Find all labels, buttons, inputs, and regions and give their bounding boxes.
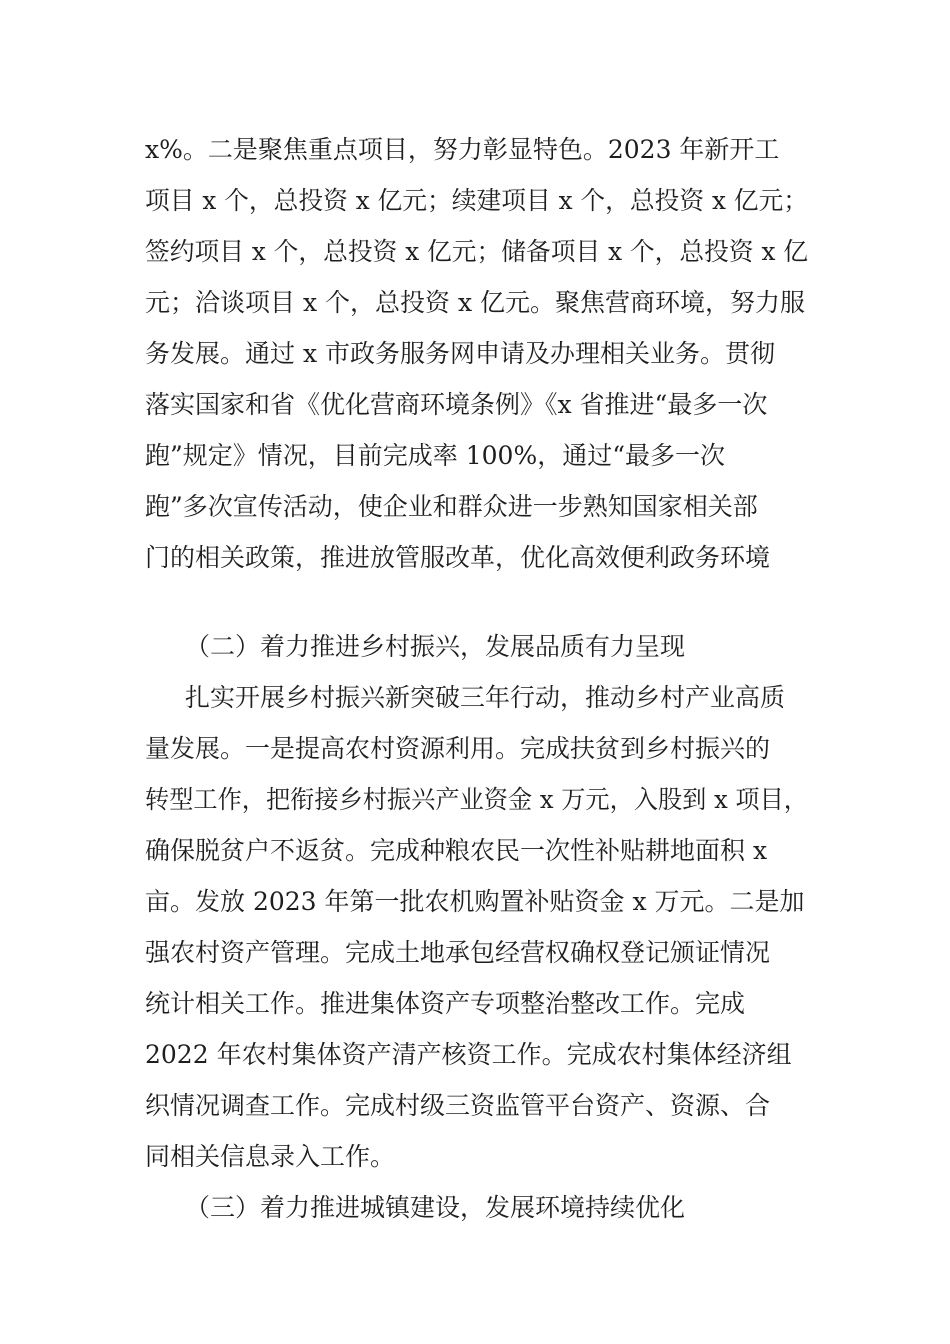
paragraph-line: 扎实开展乡村振兴新突破三年行动，推动乡村产业高质 xyxy=(185,683,786,712)
paragraph-line: 项目 x 个，总投资 x 亿元；续建项目 x 个，总投资 x 亿元； xyxy=(145,186,809,215)
paragraph-line: 量发展。一是提高农村资源利用。完成扶贫到乡村振兴的 xyxy=(145,734,771,763)
paragraph-line: 2022 年农村集体资产清产核资工作。完成农村集体经济组 xyxy=(145,1040,792,1069)
paragraph-line: 亩。发放 2023 年第一批农机购置补贴资金 x 万元。二是加 xyxy=(145,887,805,916)
paragraph-line: 签约项目 x 个，总投资 x 亿元；储备项目 x 个，总投资 x 亿 xyxy=(145,237,809,266)
paragraph-line: 务发展。通过 x 市政务服务网申请及办理相关业务。贯彻 xyxy=(145,339,775,368)
section-heading: （三）着力推进城镇建设，发展环境持续优化 xyxy=(185,1193,686,1222)
section-heading: （二）着力推进乡村振兴，发展品质有力呈现 xyxy=(185,632,686,661)
paragraph-line: 确保脱贫户不返贫。完成种粮农民一次性补贴耕地面积 x xyxy=(145,836,768,865)
paragraph-line: 跑”多次宣传活动，使企业和群众进一步熟知国家相关部 xyxy=(145,492,758,521)
paragraph-line: 落实国家和省《优化营商环境条例》《x 省推进“最多一次 xyxy=(145,390,768,419)
paragraph-line: 转型工作，把衔接乡村振兴产业资金 x 万元，入股到 x 项目， xyxy=(145,785,809,814)
paragraph-line: 跑”规定》情况，目前完成率 100%，通过“最多一次 xyxy=(145,441,725,470)
paragraph-line: 强农村资产管理。完成土地承包经营权确权登记颁证情况 xyxy=(145,938,771,967)
paragraph-line: 统计相关工作。推进集体资产专项整治整改工作。完成 xyxy=(145,989,746,1018)
paragraph-line: 门的相关政策，推进放管服改革，优化高效便利政务环境 xyxy=(145,543,771,572)
paragraph-line: 织情况调查工作。完成村级三资监管平台资产、资源、合 xyxy=(145,1091,771,1120)
paragraph-line: x%。二是聚焦重点项目，努力彰显特色。2023 年新开工 xyxy=(145,135,780,164)
paragraph-line: 同相关信息录入工作。 xyxy=(145,1142,396,1171)
paragraph-line: 元；洽谈项目 x 个，总投资 x 亿元。聚焦营商环境，努力服 xyxy=(145,288,805,317)
